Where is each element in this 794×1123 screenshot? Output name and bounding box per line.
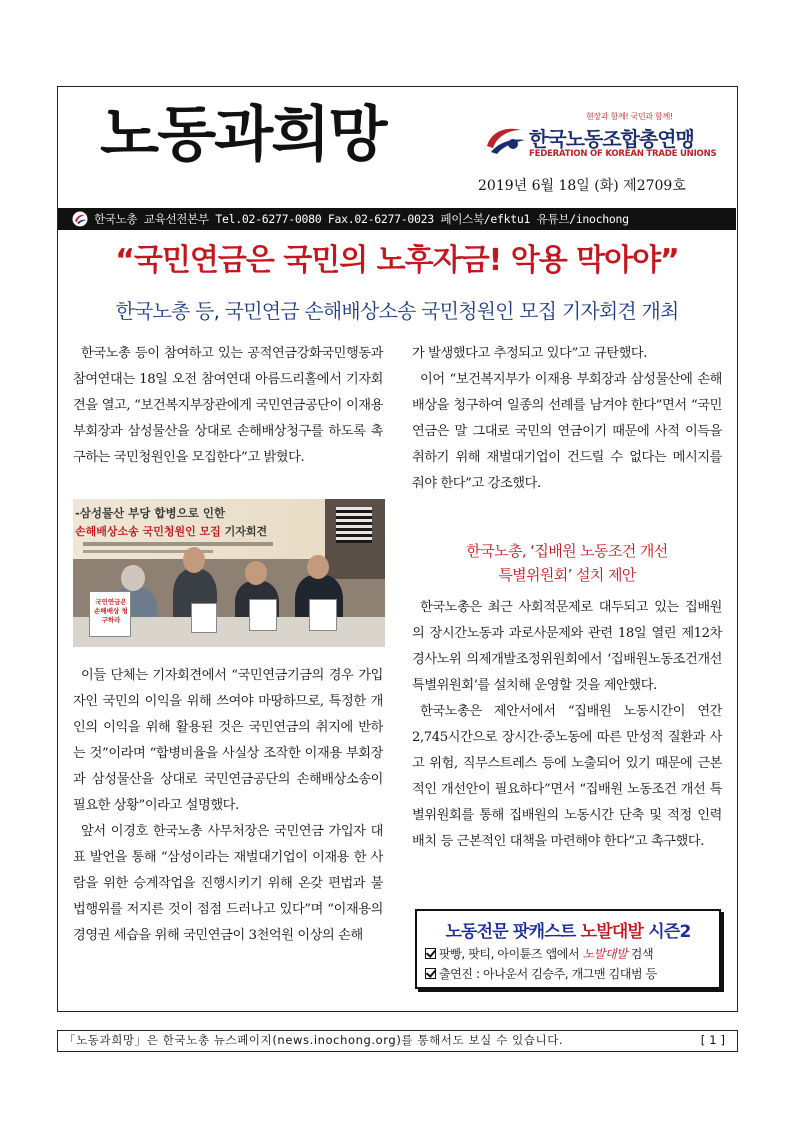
promo-line1-b: 노발대발 [582, 947, 628, 961]
footer-bar [57, 1030, 738, 1052]
person-head [121, 565, 145, 591]
org-slogan: 현장과 함께! 국민과 함께! [586, 112, 673, 121]
article1-paragraph: 이들 단체는 기자회견에서 “국민연금기금의 경우 가입자인 국민의 이익을 위해 쓰여야 마땅하므로, 특정한 개인의 이익을 위해 활용된 것은 국민연금의 취지에 반하는 것”이라며 “합병비율을 사실상 조작한 이재용 부회장과 삼성물산을 상대로 국민연금공단의 손해배상소송이 필요한 상황”이라고 설명했다. [73, 668, 383, 813]
article2-paragraph: 한국노총은 최근 사회적문제로 대두되고 있는 집배원의 장시간노동과 과로사문제와 관련 18일 열린 제12차 경사노위 의제개발조정위원회에서 ‘집배원노동조건개선 특별위원회’를 설치해 운영할 것을 제안했다. [412, 600, 722, 693]
protest-sign-text: 국민연금은 손해배상 청구하라 [94, 598, 128, 624]
podcast-promo-title [417, 917, 719, 942]
person-head [245, 561, 267, 585]
photo-banner-line2 [75, 523, 267, 539]
person-head [183, 547, 205, 573]
podcast-promo-box[interactable] [415, 909, 721, 989]
promo-line-apps [425, 945, 653, 962]
checkbox-icon [425, 968, 436, 979]
contact-text: 한국노총 교육선전본부 Tel.02-6277-0080 Fax.02-6277-0023 페이스북/efktu1 유튜브/inochong [94, 212, 629, 226]
org-name-english: FEDERATION OF KOREAN TRADE UNIONS [529, 149, 717, 159]
promo-title-a: 노동전문 팟캐스트 [445, 922, 581, 942]
contact-bar [58, 208, 736, 230]
article2-title-line1: 한국노총, ‘집배원 노동조건 개선 [466, 542, 668, 560]
article1-paragraph: 이어 “보건복지부가 이재용 부회장과 삼성물산에 손해배상을 청구하여 일종의 선례를 남겨야 한다”면서 “국민연금은 말 그대로 국민의 연금이기 때문에 사적 이득을 취하기 위해 재벌대기업이 건드릴 수 없다는 메시지를 줘야 한다”고 강조했다. [412, 372, 722, 491]
checkbox-icon [425, 948, 436, 959]
promo-title-b: 노발대발 [580, 922, 644, 942]
article1-col1-top [73, 341, 383, 471]
photo-banner-line2-end: 기자회견 [220, 525, 268, 538]
promo-line-cast [425, 965, 657, 982]
press-conference-photo [73, 499, 385, 647]
promo-line1-c: 검색 [627, 947, 654, 961]
fktu-logo-icon [483, 122, 527, 158]
qr-code-icon [336, 507, 372, 543]
promo-title-c: 시즌2 [643, 922, 691, 942]
article2-paragraph: 한국노총은 제안서에서 “집배원 노동시간이 연간 2,745시간으로 장시간·중노동에 따른 만성적 질환과 사고 위험, 직무스트레스 등에 노출되어 있기 때문에 근본적인 개선안이 필요하다”면서 “집배원 노동조건 개선 특별위원회를 통해 집배원의 노동시간 단축 및 적정 인력 배치 등 근본적인 대책을 마련해야 한다”고 촉구했다. [412, 704, 722, 849]
fktu-small-logo-icon [72, 211, 88, 227]
headline: “국민연금은 국민의 노후자금! 악용 막아야” [115, 243, 679, 278]
protest-sign-small [249, 599, 277, 631]
org-name: 한국노동조합총연맹 [529, 127, 694, 151]
photo-banner-line2-highlight: 손해배상소송 [75, 525, 143, 538]
person-head [307, 555, 329, 579]
protest-sign [89, 591, 131, 637]
page-frame [57, 86, 738, 1012]
article2-title-line2: 특별위원회’ 설치 제안 [498, 566, 636, 584]
photo-banner-line1: -삼성물산 부당 합병으로 인한 [75, 506, 226, 520]
article1-col1-bottom [73, 663, 383, 949]
protest-sign-small [191, 603, 217, 633]
protest-sign-small [309, 599, 337, 631]
page-number: [1] [700, 1033, 729, 1047]
article1-paragraph: 한국노총 등이 참여하고 있는 공적연금강화국민행동과 참여연대는 18일 오전 참여연대 아름드리홀에서 기자회견을 열고, “보건복지부장관에게 국민연금공단이 이재용 부회장과 삼성물산을 상대로 손해배상청구를 하도록 촉구하는 국민청원인을 모집한다”고 밝혔다. [73, 346, 383, 465]
subheadline: 한국노총 등, 국민연금 손해배상소송 국민청원인 모집 기자회견 개최 [115, 299, 679, 323]
promo-line1-a: 팟빵, 팟티, 아이튠즈 앱에서 [439, 947, 583, 961]
promo-line2: 출연진 : 아나운서 김승주, 개그맨 김대범 등 [439, 967, 657, 981]
masthead [58, 87, 736, 205]
issue-date: 2019년 6월 18일 (화) 제2709호 [478, 178, 686, 194]
article1-paragraph: 가 발생했다고 추정되고 있다”고 규탄했다. [412, 346, 648, 361]
article2-body [412, 595, 722, 855]
photo-banner-subtext [83, 542, 273, 546]
footer-text: 「노동과희망」은 한국노총 뉴스페이지(news.inochong.org)를 통해서도 보실 수 있습니다. [64, 1033, 564, 1047]
photo-banner-line2-highlight2: 국민청원인 모집 [142, 525, 221, 538]
article1-col2 [412, 341, 722, 497]
newsletter-title: 노동과희망 [100, 100, 386, 170]
article1-paragraph: 앞서 이경호 한국노총 사무처장은 국민연금 가입자 대표 발언을 통해 “삼성이라는 재벌대기업이 이재용 한 사람을 위한 승계작업을 진행시키기 위해 온갖 편법과 불법행위를 저지른 것이 점점 드러나고 있다”며 “이재용의 경영권 세습을 위해 국민연금이 3천억원 이상의 손해 [73, 824, 383, 943]
